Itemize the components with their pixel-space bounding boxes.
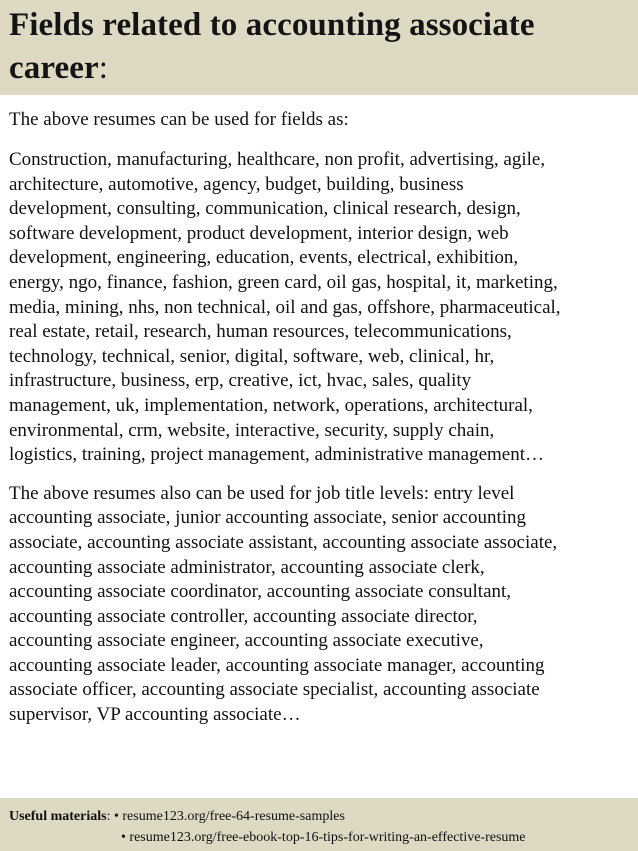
page-title-colon: :	[98, 50, 109, 86]
useful-materials-colon: :	[106, 809, 111, 824]
main-content	[9, 108, 634, 728]
useful-materials-label: Useful materials	[9, 809, 107, 824]
useful-materials-footer	[0, 798, 638, 851]
footer-row-2	[9, 827, 628, 848]
fields-intro: The above resumes can be used for fields as:	[9, 109, 349, 130]
footer-row-1	[9, 806, 628, 827]
job-levels-list: The above resumes also can be used for job title levels: entry level accounting associate, junior accounting associate, senior accounting associate, accounting associate assistant, accounting associate associate, accounting associate administrator, accounting associate clerk, accounting associate coordinator, accounting associate consultant, accounting associate controller, accounting associate director, accounting associate engineer, accounting associate executive, accounting associate leader, accounting associate manager, accounting associate officer, accounting associate specialist, accounting associate supervisor, VP accounting associate…	[9, 482, 558, 726]
fields-list: Construction, manufacturing, healthcare, non profit, advertising, agile, architecture, automotive, agency, budget, building, business development, consulting, communication, clinical research, design, software development, product development, interior design, web development, engineering, education, events, electrical, exhibition, energy, ngo, finance, fashion, green card, oil gas, hospital, it, marketing, media, mining, nhs, non technical, oil and gas, offshore, pharmaceutical, real estate, retail, research, human resources, telecommunications, technology, technical, senior, digital, software, web, clinical, hr, infrastructure, business, erp, creative, ict, hvac, sales, quality management, uk, implementation, network, operations, architectural, environmental, crm, website, interactive, security, supply chain, logistics, training, project management, administrative management…	[9, 149, 561, 466]
useful-material-link-2[interactable]: resume123.org/free-ebook-top-16-tips-for-writing-an-effective-resume	[129, 830, 526, 845]
title-band	[0, 0, 638, 95]
page-title-text: Fields related to accounting associate career	[9, 7, 535, 86]
bullet-icon: •	[121, 830, 126, 845]
bullet-icon: •	[113, 809, 119, 824]
useful-material-link-1[interactable]: resume123.org/free-64-resume-samples	[122, 809, 345, 824]
page-title	[9, 4, 628, 90]
